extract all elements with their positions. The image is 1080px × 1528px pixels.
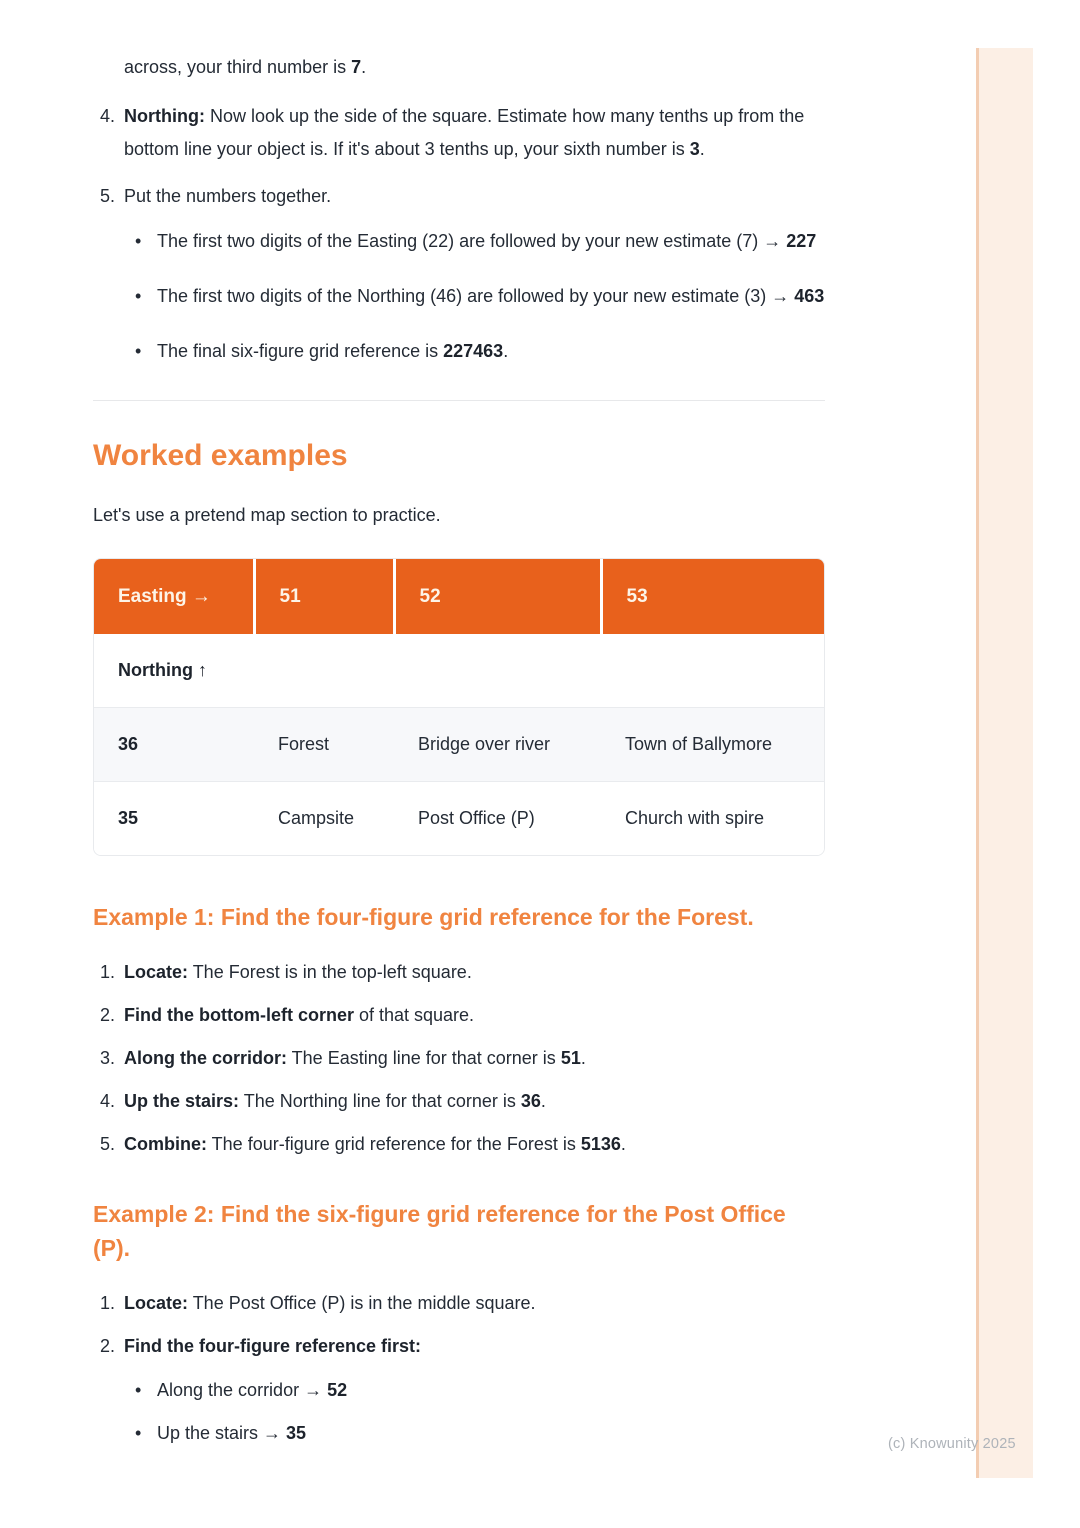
list-item [93,999,825,1032]
list-marker: 2. [100,1005,116,1025]
list-item [93,1128,825,1161]
worked-examples-heading: Worked examples [93,439,348,472]
bullet-text: The first two digits of the Northing (46) are followed by your new estimate (3) → 463 [157,286,825,306]
table-row-35 [94,782,825,856]
list-item [93,1042,825,1075]
bullet-text: The final six-figure grid reference is 227463. [157,341,509,361]
bullet-item-northing [133,280,825,313]
example2-list [93,1287,825,1450]
grid-reference-table [94,559,825,855]
table-header-row [94,559,825,634]
bullet-item-corridor [133,1374,825,1407]
bullet-icon: • [135,1423,142,1443]
list-item [93,1330,825,1363]
table-cell-empty [254,634,394,708]
table-cell-church: Church with spire [601,782,825,856]
example1-heading: Example 1: Find the four-figure grid reference for the Forest. [93,904,754,930]
table-header-51: 51 [254,559,394,634]
list-item [93,1287,825,1320]
table-header-53: 53 [601,559,825,634]
right-edge-stripe [976,48,1033,1478]
list-marker: 2. [100,1336,116,1356]
list-text: Up the stairs: The Northing line for that corner is 36. [124,1091,546,1111]
list-marker: 5. [100,1134,116,1154]
list-marker: 4. [100,1091,116,1111]
list-marker: 3. [100,1048,116,1068]
list-text: Northing: Now look up the side of the square. Estimate how many tenths up from the bottom line your object is. If it's about 3 tenths up, your sixth number is 3. [124,106,805,159]
section-divider [93,400,825,401]
list-text: Along the corridor: The Easting line for that corner is 51. [124,1048,586,1068]
list-text: Put the numbers together. [124,186,332,206]
table-cell-36: 36 [94,708,254,782]
list-item [93,956,825,989]
table-cell-35: 35 [94,782,254,856]
bullet-icon: • [135,231,142,251]
bullet-item-stairs [133,1417,825,1450]
table-cell-forest: Forest [254,708,394,782]
bullet-text: Along the corridor → 52 [157,1380,348,1400]
example1-list [93,956,825,1161]
list-text: Locate: The Forest is in the top-left square. [124,962,472,982]
list-item [93,1085,825,1118]
bullet-text: Up the stairs → 35 [157,1423,307,1443]
list-item-step4 [93,100,825,166]
document-content [93,0,825,1460]
table-cell-empty [394,634,601,708]
table-cell-empty [601,634,825,708]
grid-reference-table-wrapper [93,558,825,856]
table-cell-post-office: Post Office (P) [394,782,601,856]
bullet-icon: • [135,341,142,361]
list-text: Find the bottom-left corner of that square. [124,1005,475,1025]
bullet-icon: • [135,1380,142,1400]
table-cell-campsite: Campsite [254,782,394,856]
list-item-step5 [93,180,825,213]
table-header-easting: Easting → [94,559,254,634]
bullet-item-final-reference [133,335,825,368]
list-text: Locate: The Post Office (P) is in the middle square. [124,1293,536,1313]
table-cell-northing-label: Northing ↑ [94,634,254,708]
bullet-icon: • [135,286,142,306]
step5-bullet-list [133,225,825,368]
table-row-36 [94,708,825,782]
bullet-text: The first two digits of the Easting (22) are followed by your new estimate (7) → 227 [157,231,817,251]
example2-heading: Example 2: Find the six-figure grid reference for the Post Office (P). [93,1201,786,1261]
bullet-item-easting [133,225,825,258]
worked-examples-intro: Let's use a pretend map section to practice. [93,505,441,525]
list-text: Combine: The four-figure grid reference for the Forest is 5136. [124,1134,626,1154]
table-row-northing [94,634,825,708]
list-marker: 1. [100,962,116,982]
example2-bullet-list [133,1374,825,1450]
list-marker: 4. [100,106,116,126]
step3-continuation-text: across, your third number is 7. [124,57,367,77]
table-cell-ballymore: Town of Ballymore [601,708,825,782]
table-header-52: 52 [394,559,601,634]
table-cell-bridge: Bridge over river [394,708,601,782]
copyright-watermark: (c) Knowunity 2025 [888,1436,1016,1452]
list-marker: 5. [100,186,116,206]
list-text: Find the four-figure reference first: [124,1336,422,1356]
list-marker: 1. [100,1293,116,1313]
